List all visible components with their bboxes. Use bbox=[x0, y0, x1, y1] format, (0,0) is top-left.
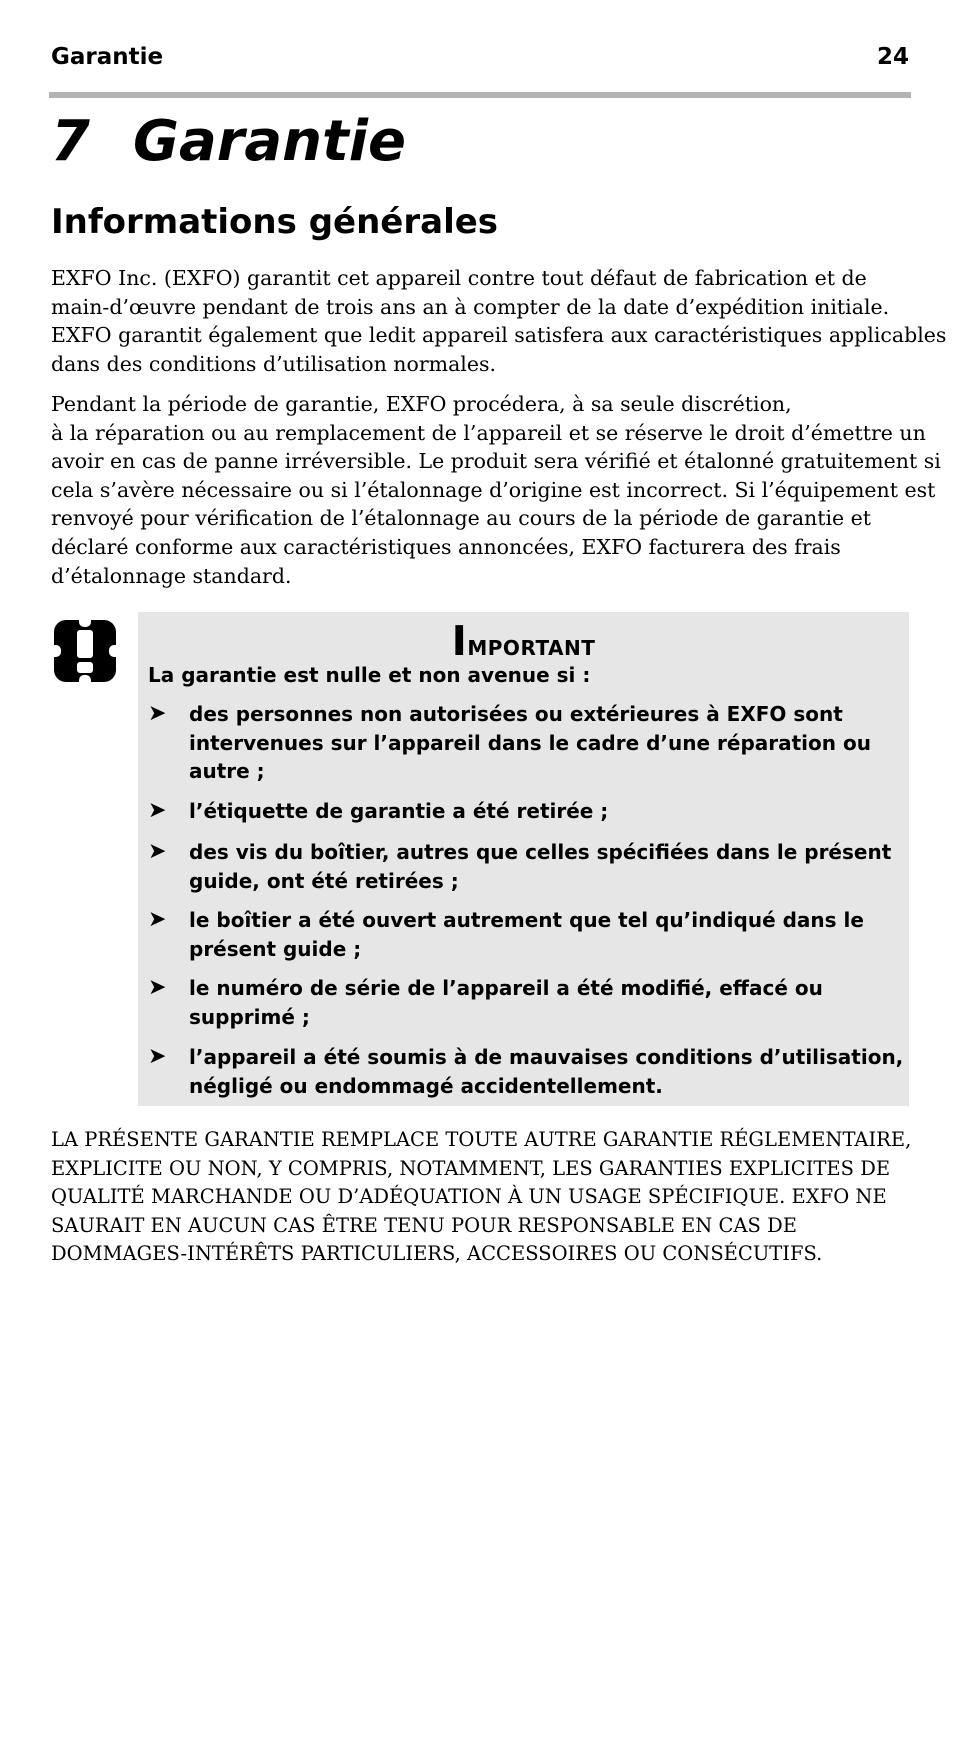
paragraph-line: d’étalonnage standard. bbox=[51, 563, 292, 588]
list-item: ➤ le numéro de série de l’appareil a été modifié, effacé ou supprimé ; bbox=[148, 975, 823, 1029]
section-title: Informations générales bbox=[51, 202, 499, 242]
list-item: ➤ des personnes non autorisées ou extérieures à EXFO sont intervenues sur l’appareil dans le cadre d’une réparation ou autre ; bbox=[148, 701, 871, 783]
chapter-number: 7 bbox=[51, 109, 90, 174]
chapter-title-text: Garantie bbox=[133, 109, 406, 174]
paragraph-general-warranty bbox=[51, 264, 946, 378]
important-warning-icon bbox=[54, 620, 116, 682]
paragraph-line: cela s’avère nécessaire ou si l’étalonnage d’origine est incorrect. Si l’équipement est bbox=[51, 477, 936, 502]
arrow-bullet-icon: ➤ bbox=[148, 798, 167, 823]
list-item: ➤ le boîtier a été ouvert autrement que tel qu’indiqué dans le présent guide ; bbox=[148, 907, 864, 961]
list-item: ➤ l’étiquette de garantie a été retirée ; bbox=[148, 797, 898, 826]
arrow-bullet-icon: ➤ bbox=[148, 1044, 167, 1069]
paragraph-warranty-period bbox=[51, 390, 941, 590]
running-header bbox=[51, 44, 909, 78]
legal-disclaimer bbox=[51, 1126, 911, 1269]
paragraph-line: dans des conditions d’utilisation normales. bbox=[51, 351, 497, 376]
important-title: Important bbox=[451, 617, 596, 665]
important-intro: La garantie est nulle et non avenue si : bbox=[148, 663, 591, 687]
arrow-bullet-icon: ➤ bbox=[148, 701, 167, 726]
paragraph-line: à la réparation ou au remplacement de l’appareil et se réserve le droit d’émettre un bbox=[51, 420, 926, 445]
paragraph-line: EXFO garantit également que ledit appareil satisfera aux caractéristiques applicables bbox=[51, 323, 947, 348]
arrow-bullet-icon: ➤ bbox=[148, 975, 167, 1000]
paragraph-line: renvoyé pour vérification de l’étalonnage au cours de la période de garantie et bbox=[51, 506, 872, 531]
legal-line: DOMMAGES-INTÉRÊTS PARTICULIERS, ACCESSOIRES OU CONSÉCUTIFS. bbox=[51, 1242, 823, 1266]
page-number: 24 bbox=[876, 44, 909, 70]
running-header-section: Garantie bbox=[51, 44, 164, 70]
legal-line: QUALITÉ MARCHANDE OU D’ADÉQUATION À UN USAGE SPÉCIFIQUE. EXFO NE bbox=[51, 1185, 887, 1209]
paragraph-line: Pendant la période de garantie, EXFO procédera, à sa seule discrétion, bbox=[51, 392, 792, 416]
legal-line: LA PRÉSENTE GARANTIE REMPLACE TOUTE AUTRE GARANTIE RÉGLEMENTAIRE, bbox=[51, 1128, 912, 1151]
legal-line: SAURAIT EN AUCUN CAS ÊTRE TENU POUR RESPONSABLE EN CAS DE bbox=[51, 1213, 797, 1237]
legal-line: EXPLICITE OU NON, Y COMPRIS, NOTAMMENT, LES GARANTIES EXPLICITES DE bbox=[51, 1156, 891, 1180]
paragraph-line: EXFO Inc. (EXFO) garantit cet appareil contre tout défaut de fabrication et de bbox=[51, 266, 867, 290]
chapter-title bbox=[51, 106, 406, 178]
arrow-bullet-icon: ➤ bbox=[148, 839, 167, 864]
paragraph-line: déclaré conforme aux caractéristiques annoncées, EXFO facturera des frais bbox=[51, 534, 841, 559]
paragraph-line: avoir en cas de panne irréversible. Le produit sera vérifié et étalonné gratuitement si bbox=[51, 449, 941, 474]
paragraph-line: main-d’œuvre pendant de trois ans an à compter de la date d’expédition initiale. bbox=[51, 294, 890, 319]
list-item: ➤ l’appareil a été soumis à de mauvaises conditions d’utilisation, négligé ou endommagé accidentellement. bbox=[148, 1044, 904, 1098]
header-rule bbox=[49, 92, 911, 98]
arrow-bullet-icon: ➤ bbox=[148, 907, 167, 932]
list-item: ➤ des vis du boîtier, autres que celles spécifiées dans le présent guide, ont été retirées ; bbox=[148, 839, 892, 893]
